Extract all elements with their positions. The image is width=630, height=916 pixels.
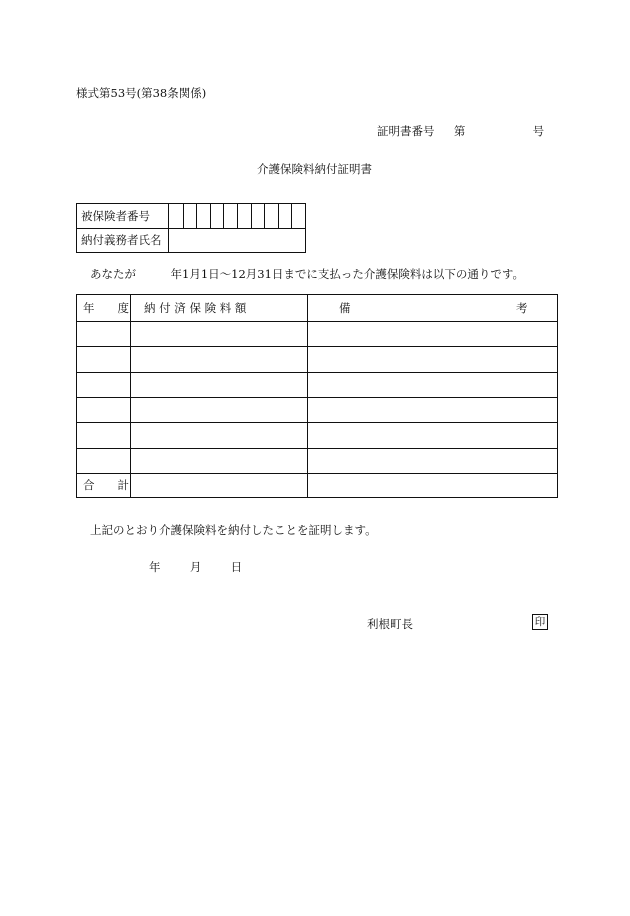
certificate-number-suffix: 号: [532, 124, 545, 138]
table-row-line: [77, 321, 557, 322]
issuer-title: 利根町長: [367, 617, 413, 631]
number-box-divider: [291, 204, 292, 228]
header-remarks-a: 備: [339, 301, 351, 315]
insured-number-row: [77, 204, 305, 229]
total-label: 合 計: [83, 478, 129, 492]
form-reference: 様式第53号(第38条関係): [76, 86, 207, 100]
certificate-number-label: 証明書番号: [377, 124, 435, 138]
number-box-divider: [251, 204, 252, 228]
payment-table: [76, 294, 558, 498]
number-box-divider: [183, 204, 184, 228]
number-box-divider: [264, 204, 265, 228]
date-year: 年: [149, 560, 161, 574]
number-box-divider: [196, 204, 197, 228]
number-box-divider: [223, 204, 224, 228]
header-remarks-b: 考: [516, 301, 528, 315]
number-box-divider: [210, 204, 211, 228]
table-row-line: [77, 372, 557, 373]
table-row-line: [77, 473, 557, 474]
header-year: 年 度: [83, 301, 129, 315]
number-box-divider: [237, 204, 238, 228]
table-row-line: [77, 397, 557, 398]
payer-name-label: 納付義務者氏名: [77, 228, 169, 252]
certificate-number: [377, 123, 544, 139]
number-box-divider: [278, 204, 279, 228]
seal-mark: 印: [532, 614, 548, 630]
header-paid-amount: 納 付 済 保 険 料 額: [144, 301, 247, 315]
certification-statement: 上記のとおり介護保険料を納付したことを証明します。: [90, 523, 377, 537]
table-row-line: [77, 448, 557, 449]
certificate-number-prefix: 第: [453, 124, 466, 138]
lead-text: あなたが 年1月1日～12月31日までに支払った介護保険料は以下の通りです。: [90, 267, 524, 281]
table-row-line: [77, 422, 557, 423]
insured-info-table: [76, 203, 306, 253]
document-title: 介護保険料納付証明書: [257, 162, 372, 176]
date-month: 月: [189, 560, 202, 574]
date-day: 日: [230, 560, 243, 574]
payer-name-row: [77, 228, 305, 252]
insured-number-label: 被保険者番号: [77, 204, 169, 228]
date-line: [149, 559, 242, 575]
table-row-line: [77, 346, 557, 347]
